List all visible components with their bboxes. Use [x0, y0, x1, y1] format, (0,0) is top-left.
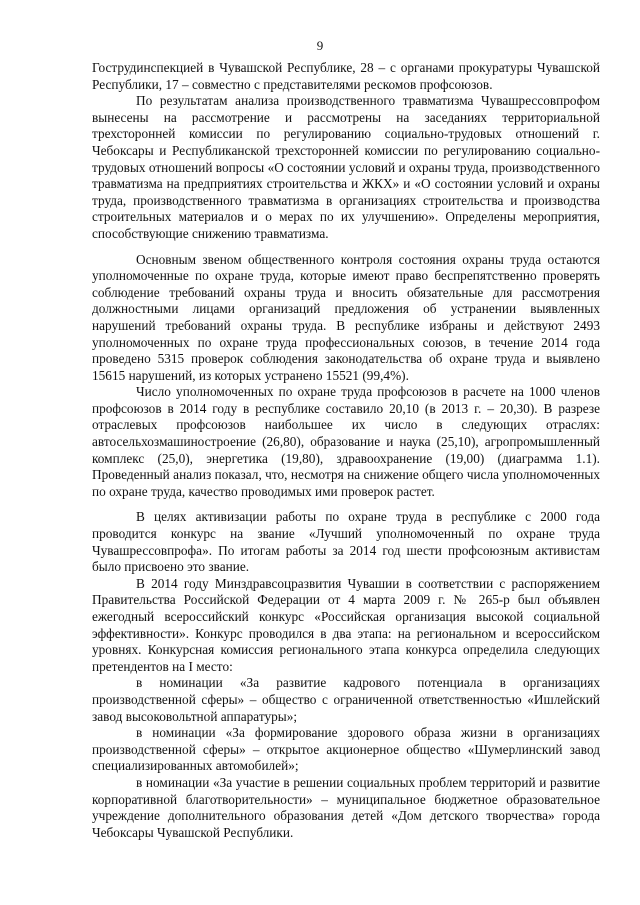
paragraph-best-representative-contest: В целях активизации работы по охране труда в республике с 2000 года проводится конкурс на звание «Лучший уполномоченный по охране труда Чувашрессовпрофа». По итогам работы за 2014 год шести профсоюзным активистам было присвоено это звание.: [92, 509, 600, 575]
page-number: 9: [316, 38, 324, 53]
paragraph-nomination-personnel: в номинации «За развитие кадрового потенциала в организациях производственной сферы» – общество с ограниченной ответственностью «Ишлейский завод высоковольтной аппаратуры»;: [92, 675, 600, 724]
paragraph-social-efficiency-contest: В 2014 году Минздравсоцразвития Чувашии в соответствии с распоряжением Правительства Российской Федерации от 4 марта 2009 г. № 265-р был объявлен ежегодный всероссийский конкурс «Российская организация высокой социальной эффективности». Конкурс проводился в два этапа: на региональном и всероссийском уровнях. Конкурсная комиссия регионального этапа конкурса определила следующих претендентов на I место:: [92, 575, 600, 674]
paragraph-injury-analysis: По результатам анализа производственного травматизма Чувашрессовпрофом вынесены на рассмотрение и рассмотрены на заседаниях территориальной трехсторонней комиссии по регулированию социально-трудовых отношений г. Чебоксары и Республиканской трехсторонней комиссии по регулированию социально-трудовых отношений вопросы «О состоянии условий и охраны труда, производственного травматизма на предприятиях строительства и ЖКХ» и «О состоянии условий и охраны труда, производственного травматизма в организациях строительства и производства строительных материалов и о мерах по их улучшению». Определены мероприятия, способствующие снижению травматизма.: [92, 93, 600, 241]
paragraph-representatives-count: Число уполномоченных по охране труда профсоюзов в расчете на 1000 членов профсоюзов в 2014 году в республике составило 20,10 (в 2013 г. – 20,30). В разрезе отраслевых профсоюзов наибольшее их число в следующих отраслях: автосельхозмашиностроение (26,80), образование и наука (25,10), агропромышленный комплекс (25,0), энергетика (19,80), здравоохранение (19,00) (диаграмма 1.1). Проведенный анализ показал, что, несмотря на снижение общего числа уполномоченных по охране труда, качество проводимых ими проверок растет.: [92, 384, 600, 499]
paragraph-nomination-healthy-lifestyle: в номинации «За формирование здорового образа жизни в организациях производственной сферы» – открытое акционерное общество «Шумерлинский завод специализированных автомобилей»;: [92, 725, 600, 774]
paragraph-safety-representatives: Основным звеном общественного контроля состояния охраны труда остаются уполномоченные по охране труда, которые имеют право беспрепятственно проверять соблюдение требований охраны труда и вносить обязательные для рассмотрения должностными лицами организаций предложения об устранении выявленных нарушений требований охраны труда. В республике избраны и действуют 2493 уполномоченных по охране труда профессиональных союзов, в течение 2014 года проведено 5315 проверок соблюдения законодательства об охране труда и выявлено 15615 нарушений, из которых устранено 15521 (99,4%).: [92, 251, 600, 383]
paragraph-nomination-social-problems: в номинации «За участие в решении социальных проблем территорий и развитие корпоративной благотворительности» – муниципальное бюджетное образовательное учреждение дополнительного образования детей «Дом детского творчества» города Чебоксары Чувашской Республики.: [92, 774, 600, 840]
paragraph-continuation: Гострудинспекцией в Чувашской Республике, 28 – с органами прокуратуры Чувашской Республики, 17 – совместно с представителями рескомов профсоюзов.: [92, 60, 600, 92]
page-body: [92, 60, 600, 841]
